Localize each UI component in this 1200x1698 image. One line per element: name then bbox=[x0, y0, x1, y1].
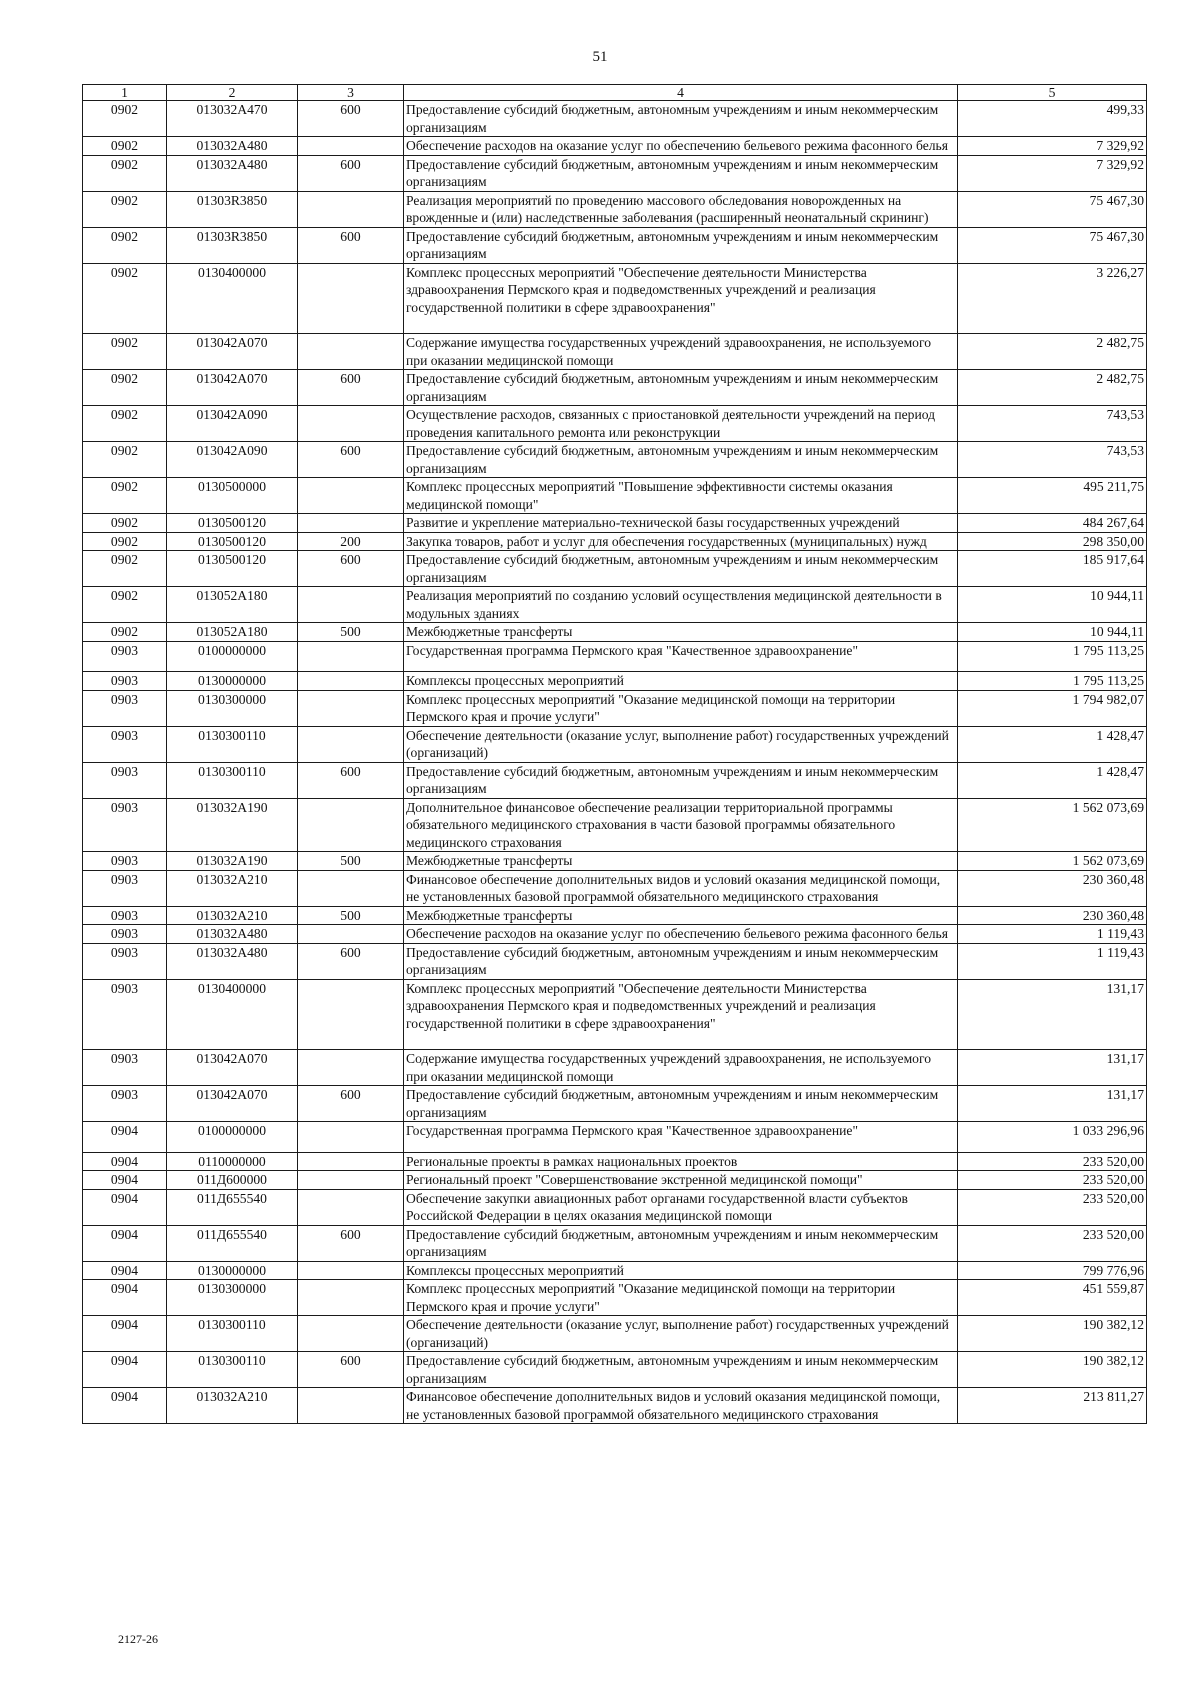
section-cell: 0904 bbox=[83, 1280, 167, 1316]
column-header: 4 bbox=[404, 85, 958, 101]
description-cell: Комплекс процессных мероприятий "Оказание медицинской помощи на территории Пермского края и прочие услуги" bbox=[404, 1280, 958, 1316]
section-cell: 0904 bbox=[83, 1388, 167, 1424]
document-code: 2127-26 bbox=[118, 1632, 158, 1646]
amount-cell: 131,17 bbox=[958, 1050, 1147, 1086]
amount-cell: 213 811,27 bbox=[958, 1388, 1147, 1424]
section-cell: 0904 bbox=[83, 1189, 167, 1225]
expense-type-cell: 600 bbox=[298, 370, 404, 406]
expense-type-cell bbox=[298, 478, 404, 514]
code-cell: 013032А190 bbox=[167, 798, 298, 852]
code-cell: 013032А210 bbox=[167, 906, 298, 925]
amount-cell: 230 360,48 bbox=[958, 906, 1147, 925]
amount-cell: 495 211,75 bbox=[958, 478, 1147, 514]
table-row bbox=[83, 1388, 1147, 1424]
expense-type-cell bbox=[298, 925, 404, 944]
code-cell: 013052А180 bbox=[167, 623, 298, 642]
description-cell: Реализация мероприятий по проведению массового обследования новорожденных на врожденные и (или) наследственные заболевания (расширенный неонатальный скрининг) bbox=[404, 191, 958, 227]
table-row bbox=[83, 623, 1147, 642]
table-row bbox=[83, 906, 1147, 925]
table-row bbox=[83, 1122, 1147, 1153]
expense-type-cell bbox=[298, 334, 404, 370]
table-row bbox=[83, 925, 1147, 944]
expense-type-cell bbox=[298, 1050, 404, 1086]
amount-cell: 743,53 bbox=[958, 406, 1147, 442]
table-row bbox=[83, 1189, 1147, 1225]
table-row bbox=[83, 137, 1147, 156]
table-row bbox=[83, 551, 1147, 587]
expense-type-cell: 600 bbox=[298, 1086, 404, 1122]
table-row bbox=[83, 979, 1147, 1050]
code-cell: 0130000000 bbox=[167, 1261, 298, 1280]
section-cell: 0903 bbox=[83, 1086, 167, 1122]
description-cell: Региональные проекты в рамках национальных проектов bbox=[404, 1152, 958, 1171]
table-row bbox=[83, 334, 1147, 370]
expense-type-cell bbox=[298, 870, 404, 906]
code-cell: 0130500120 bbox=[167, 551, 298, 587]
expense-type-cell bbox=[298, 191, 404, 227]
description-cell: Предоставление субсидий бюджетным, автономным учреждениям и иным некоммерческим организациям bbox=[404, 227, 958, 263]
code-cell: 013032А470 bbox=[167, 101, 298, 137]
column-header: 5 bbox=[958, 85, 1147, 101]
description-cell: Межбюджетные трансферты bbox=[404, 852, 958, 871]
table-row bbox=[83, 227, 1147, 263]
section-cell: 0902 bbox=[83, 514, 167, 533]
amount-cell: 233 520,00 bbox=[958, 1225, 1147, 1261]
amount-cell: 1 795 113,25 bbox=[958, 641, 1147, 672]
description-cell: Региональный проект "Совершенствование экстренной медицинской помощи" bbox=[404, 1171, 958, 1190]
description-cell: Государственная программа Пермского края "Качественное здравоохранение" bbox=[404, 641, 958, 672]
expense-type-cell: 600 bbox=[298, 101, 404, 137]
section-cell: 0903 bbox=[83, 925, 167, 944]
code-cell: 013032А210 bbox=[167, 1388, 298, 1424]
description-cell: Предоставление субсидий бюджетным, автономным учреждениям и иным некоммерческим организациям bbox=[404, 551, 958, 587]
expense-type-cell: 600 bbox=[298, 762, 404, 798]
page-number: 51 bbox=[592, 49, 608, 65]
expense-type-cell bbox=[298, 137, 404, 156]
table-row bbox=[83, 263, 1147, 334]
section-cell: 0904 bbox=[83, 1225, 167, 1261]
section-cell: 0903 bbox=[83, 943, 167, 979]
description-cell: Реализация мероприятий по созданию условий осуществления медицинской деятельности в модульных зданиях bbox=[404, 587, 958, 623]
section-cell: 0902 bbox=[83, 263, 167, 334]
description-cell: Обеспечение деятельности (оказание услуг, выполнение работ) государственных учреждений (организаций) bbox=[404, 1316, 958, 1352]
description-cell: Предоставление субсидий бюджетным, автономным учреждениям и иным некоммерческим организациям bbox=[404, 1352, 958, 1388]
code-cell: 011Д600000 bbox=[167, 1171, 298, 1190]
code-cell: 013052А180 bbox=[167, 587, 298, 623]
section-cell: 0902 bbox=[83, 406, 167, 442]
expense-type-cell: 500 bbox=[298, 906, 404, 925]
table-row bbox=[83, 1280, 1147, 1316]
table-row bbox=[83, 1316, 1147, 1352]
amount-cell: 190 382,12 bbox=[958, 1316, 1147, 1352]
expense-type-cell bbox=[298, 1152, 404, 1171]
amount-cell: 1 119,43 bbox=[958, 943, 1147, 979]
section-cell: 0904 bbox=[83, 1171, 167, 1190]
expense-type-cell bbox=[298, 406, 404, 442]
expense-type-cell bbox=[298, 1122, 404, 1153]
section-cell: 0903 bbox=[83, 906, 167, 925]
amount-cell: 3 226,27 bbox=[958, 263, 1147, 334]
table-row bbox=[83, 406, 1147, 442]
code-cell: 013042А090 bbox=[167, 406, 298, 442]
amount-cell: 499,33 bbox=[958, 101, 1147, 137]
table-row bbox=[83, 1171, 1147, 1190]
code-cell: 013032А480 bbox=[167, 943, 298, 979]
section-cell: 0904 bbox=[83, 1122, 167, 1153]
amount-cell: 1 119,43 bbox=[958, 925, 1147, 944]
code-cell: 0130300110 bbox=[167, 762, 298, 798]
code-cell: 0100000000 bbox=[167, 641, 298, 672]
amount-cell: 131,17 bbox=[958, 979, 1147, 1050]
expense-type-cell bbox=[298, 798, 404, 852]
description-cell: Комплексы процессных мероприятий bbox=[404, 672, 958, 691]
table-row bbox=[83, 852, 1147, 871]
table-row bbox=[83, 514, 1147, 533]
code-cell: 0130500120 bbox=[167, 532, 298, 551]
section-cell: 0902 bbox=[83, 551, 167, 587]
amount-cell: 10 944,11 bbox=[958, 587, 1147, 623]
expense-type-cell: 600 bbox=[298, 1225, 404, 1261]
amount-cell: 1 562 073,69 bbox=[958, 798, 1147, 852]
code-cell: 011Д655540 bbox=[167, 1189, 298, 1225]
expense-type-cell: 500 bbox=[298, 852, 404, 871]
code-cell: 013032А480 bbox=[167, 155, 298, 191]
section-cell: 0902 bbox=[83, 532, 167, 551]
table-row bbox=[83, 1225, 1147, 1261]
column-header: 2 bbox=[167, 85, 298, 101]
code-cell: 0130400000 bbox=[167, 263, 298, 334]
description-cell: Содержание имущества государственных учреждений здравоохранения, не используемого при оказании медицинской помощи bbox=[404, 334, 958, 370]
code-cell: 0130500120 bbox=[167, 514, 298, 533]
code-cell: 0130300000 bbox=[167, 1280, 298, 1316]
code-cell: 0130300110 bbox=[167, 726, 298, 762]
expense-type-cell bbox=[298, 1171, 404, 1190]
section-cell: 0902 bbox=[83, 478, 167, 514]
amount-cell: 1 428,47 bbox=[958, 726, 1147, 762]
section-cell: 0902 bbox=[83, 101, 167, 137]
amount-cell: 1 033 296,96 bbox=[958, 1122, 1147, 1153]
description-cell: Содержание имущества государственных учреждений здравоохранения, не используемого при оказании медицинской помощи bbox=[404, 1050, 958, 1086]
description-cell: Обеспечение деятельности (оказание услуг, выполнение работ) государственных учреждений (организаций) bbox=[404, 726, 958, 762]
table-row bbox=[83, 870, 1147, 906]
code-cell: 013042А070 bbox=[167, 334, 298, 370]
table-row bbox=[83, 155, 1147, 191]
table-row bbox=[83, 798, 1147, 852]
table-row bbox=[83, 672, 1147, 691]
description-cell: Закупка товаров, работ и услуг для обеспечения государственных (муниципальных) нужд bbox=[404, 532, 958, 551]
section-cell: 0902 bbox=[83, 137, 167, 156]
section-cell: 0902 bbox=[83, 191, 167, 227]
section-cell: 0903 bbox=[83, 798, 167, 852]
amount-cell: 7 329,92 bbox=[958, 137, 1147, 156]
expense-type-cell: 600 bbox=[298, 442, 404, 478]
table-body bbox=[83, 101, 1147, 1424]
description-cell: Обеспечение расходов на оказание услуг по обеспечению бельевого режима фасонного белья bbox=[404, 925, 958, 944]
code-cell: 013042А070 bbox=[167, 370, 298, 406]
expense-type-cell: 500 bbox=[298, 623, 404, 642]
section-cell: 0903 bbox=[83, 762, 167, 798]
table-row bbox=[83, 478, 1147, 514]
code-cell: 013042А090 bbox=[167, 442, 298, 478]
description-cell: Развитие и укрепление материально-технической базы государственных учреждений bbox=[404, 514, 958, 533]
expense-type-cell bbox=[298, 690, 404, 726]
expense-type-cell bbox=[298, 1280, 404, 1316]
section-cell: 0904 bbox=[83, 1152, 167, 1171]
section-cell: 0902 bbox=[83, 587, 167, 623]
code-cell: 011Д655540 bbox=[167, 1225, 298, 1261]
budget-table bbox=[82, 84, 1147, 1424]
description-cell: Дополнительное финансовое обеспечение реализации территориальной программы обязательного медицинского страхования в части базовой программы обязательного медицинского страхования bbox=[404, 798, 958, 852]
expense-type-cell: 600 bbox=[298, 551, 404, 587]
code-cell: 0110000000 bbox=[167, 1152, 298, 1171]
table-row bbox=[83, 442, 1147, 478]
amount-cell: 1 794 982,07 bbox=[958, 690, 1147, 726]
expense-type-cell bbox=[298, 514, 404, 533]
table-row bbox=[83, 101, 1147, 137]
section-cell: 0902 bbox=[83, 623, 167, 642]
expense-type-cell: 600 bbox=[298, 227, 404, 263]
section-cell: 0903 bbox=[83, 690, 167, 726]
section-cell: 0902 bbox=[83, 334, 167, 370]
description-cell: Предоставление субсидий бюджетным, автономным учреждениям и иным некоммерческим организациям bbox=[404, 1086, 958, 1122]
table-row bbox=[83, 690, 1147, 726]
column-header: 1 bbox=[83, 85, 167, 101]
amount-cell: 233 520,00 bbox=[958, 1152, 1147, 1171]
column-header: 3 bbox=[298, 85, 404, 101]
amount-cell: 190 382,12 bbox=[958, 1352, 1147, 1388]
table-row bbox=[83, 1050, 1147, 1086]
description-cell: Предоставление субсидий бюджетным, автономным учреждениям и иным некоммерческим организациям bbox=[404, 155, 958, 191]
description-cell: Предоставление субсидий бюджетным, автономным учреждениям и иным некоммерческим организациям bbox=[404, 943, 958, 979]
code-cell: 013032А480 bbox=[167, 137, 298, 156]
section-cell: 0902 bbox=[83, 155, 167, 191]
description-cell: Предоставление субсидий бюджетным, автономным учреждениям и иным некоммерческим организациям bbox=[404, 370, 958, 406]
table-row bbox=[83, 943, 1147, 979]
expense-type-cell bbox=[298, 1316, 404, 1352]
description-cell: Предоставление субсидий бюджетным, автономным учреждениям и иным некоммерческим организациям bbox=[404, 442, 958, 478]
code-cell: 013032А480 bbox=[167, 925, 298, 944]
description-cell: Комплекс процессных мероприятий "Обеспечение деятельности Министерства здравоохранения Пермского края и подведомственных учреждений и реализация государственной политики в сфере здравоохранения" bbox=[404, 263, 958, 334]
amount-cell: 75 467,30 bbox=[958, 191, 1147, 227]
description-cell: Предоставление субсидий бюджетным, автономным учреждениям и иным некоммерческим организациям bbox=[404, 762, 958, 798]
code-cell: 0100000000 bbox=[167, 1122, 298, 1153]
expense-type-cell: 600 bbox=[298, 1352, 404, 1388]
table-row bbox=[83, 1261, 1147, 1280]
table-row bbox=[83, 1352, 1147, 1388]
expense-type-cell bbox=[298, 1261, 404, 1280]
section-cell: 0903 bbox=[83, 979, 167, 1050]
expense-type-cell bbox=[298, 1388, 404, 1424]
description-cell: Комплекс процессных мероприятий "Обеспечение деятельности Министерства здравоохранения Пермского края и подведомственных учреждений и реализация государственной политики в сфере здравоохранения" bbox=[404, 979, 958, 1050]
amount-cell: 230 360,48 bbox=[958, 870, 1147, 906]
amount-cell: 1 562 073,69 bbox=[958, 852, 1147, 871]
section-cell: 0904 bbox=[83, 1352, 167, 1388]
expense-type-cell bbox=[298, 726, 404, 762]
description-cell: Комплекс процессных мероприятий "Повышение эффективности системы оказания медицинской помощи" bbox=[404, 478, 958, 514]
code-cell: 0130300110 bbox=[167, 1352, 298, 1388]
amount-cell: 185 917,64 bbox=[958, 551, 1147, 587]
expense-type-cell bbox=[298, 979, 404, 1050]
code-cell: 013042А070 bbox=[167, 1050, 298, 1086]
code-cell: 0130500000 bbox=[167, 478, 298, 514]
table-row bbox=[83, 532, 1147, 551]
section-cell: 0903 bbox=[83, 641, 167, 672]
section-cell: 0904 bbox=[83, 1261, 167, 1280]
code-cell: 013042А070 bbox=[167, 1086, 298, 1122]
section-cell: 0902 bbox=[83, 442, 167, 478]
description-cell: Финансовое обеспечение дополнительных видов и условий оказания медицинской помощи, не установленных базовой программой обязательного медицинского страхования bbox=[404, 870, 958, 906]
amount-cell: 298 350,00 bbox=[958, 532, 1147, 551]
amount-cell: 75 467,30 bbox=[958, 227, 1147, 263]
section-cell: 0903 bbox=[83, 870, 167, 906]
description-cell: Осуществление расходов, связанных с приостановкой деятельности учреждений на период проведения капитального ремонта или реконструкции bbox=[404, 406, 958, 442]
description-cell: Предоставление субсидий бюджетным, автономным учреждениям и иным некоммерческим организациям bbox=[404, 101, 958, 137]
amount-cell: 7 329,92 bbox=[958, 155, 1147, 191]
description-cell: Предоставление субсидий бюджетным, автономным учреждениям и иным некоммерческим организациям bbox=[404, 1225, 958, 1261]
expense-type-cell: 600 bbox=[298, 155, 404, 191]
amount-cell: 131,17 bbox=[958, 1086, 1147, 1122]
description-cell: Государственная программа Пермского края "Качественное здравоохранение" bbox=[404, 1122, 958, 1153]
description-cell: Межбюджетные трансферты bbox=[404, 623, 958, 642]
expense-type-cell bbox=[298, 1189, 404, 1225]
amount-cell: 484 267,64 bbox=[958, 514, 1147, 533]
section-cell: 0903 bbox=[83, 672, 167, 691]
table-row bbox=[83, 726, 1147, 762]
section-cell: 0902 bbox=[83, 370, 167, 406]
section-cell: 0903 bbox=[83, 852, 167, 871]
description-cell: Обеспечение расходов на оказание услуг по обеспечению бельевого режима фасонного белья bbox=[404, 137, 958, 156]
expense-type-cell: 600 bbox=[298, 943, 404, 979]
expense-type-cell: 200 bbox=[298, 532, 404, 551]
amount-cell: 1 428,47 bbox=[958, 762, 1147, 798]
table-row bbox=[83, 1152, 1147, 1171]
code-cell: 013032А210 bbox=[167, 870, 298, 906]
table-header-row bbox=[83, 85, 1147, 101]
description-cell: Комплекс процессных мероприятий "Оказание медицинской помощи на территории Пермского края и прочие услуги" bbox=[404, 690, 958, 726]
amount-cell: 233 520,00 bbox=[958, 1189, 1147, 1225]
code-cell: 013032А190 bbox=[167, 852, 298, 871]
section-cell: 0903 bbox=[83, 726, 167, 762]
section-cell: 0904 bbox=[83, 1316, 167, 1352]
table-row bbox=[83, 191, 1147, 227]
amount-cell: 2 482,75 bbox=[958, 334, 1147, 370]
expense-type-cell bbox=[298, 672, 404, 691]
code-cell: 01303R3850 bbox=[167, 191, 298, 227]
code-cell: 0130300000 bbox=[167, 690, 298, 726]
code-cell: 0130400000 bbox=[167, 979, 298, 1050]
code-cell: 0130000000 bbox=[167, 672, 298, 691]
table-row bbox=[83, 370, 1147, 406]
expense-type-cell bbox=[298, 587, 404, 623]
amount-cell: 451 559,87 bbox=[958, 1280, 1147, 1316]
description-cell: Комплексы процессных мероприятий bbox=[404, 1261, 958, 1280]
amount-cell: 10 944,11 bbox=[958, 623, 1147, 642]
code-cell: 01303R3850 bbox=[167, 227, 298, 263]
description-cell: Обеспечение закупки авиационных работ органами государственной власти субъектов Российской Федерации в целях оказания медицинской помощи bbox=[404, 1189, 958, 1225]
description-cell: Финансовое обеспечение дополнительных видов и условий оказания медицинской помощи, не установленных базовой программой обязательного медицинского страхования bbox=[404, 1388, 958, 1424]
expense-type-cell bbox=[298, 263, 404, 334]
amount-cell: 799 776,96 bbox=[958, 1261, 1147, 1280]
amount-cell: 1 795 113,25 bbox=[958, 672, 1147, 691]
table-row bbox=[83, 762, 1147, 798]
amount-cell: 2 482,75 bbox=[958, 370, 1147, 406]
expense-type-cell bbox=[298, 641, 404, 672]
table-row bbox=[83, 641, 1147, 672]
amount-cell: 233 520,00 bbox=[958, 1171, 1147, 1190]
section-cell: 0903 bbox=[83, 1050, 167, 1086]
description-cell: Межбюджетные трансферты bbox=[404, 906, 958, 925]
amount-cell: 743,53 bbox=[958, 442, 1147, 478]
code-cell: 0130300110 bbox=[167, 1316, 298, 1352]
table-row bbox=[83, 587, 1147, 623]
table-row bbox=[83, 1086, 1147, 1122]
section-cell: 0902 bbox=[83, 227, 167, 263]
